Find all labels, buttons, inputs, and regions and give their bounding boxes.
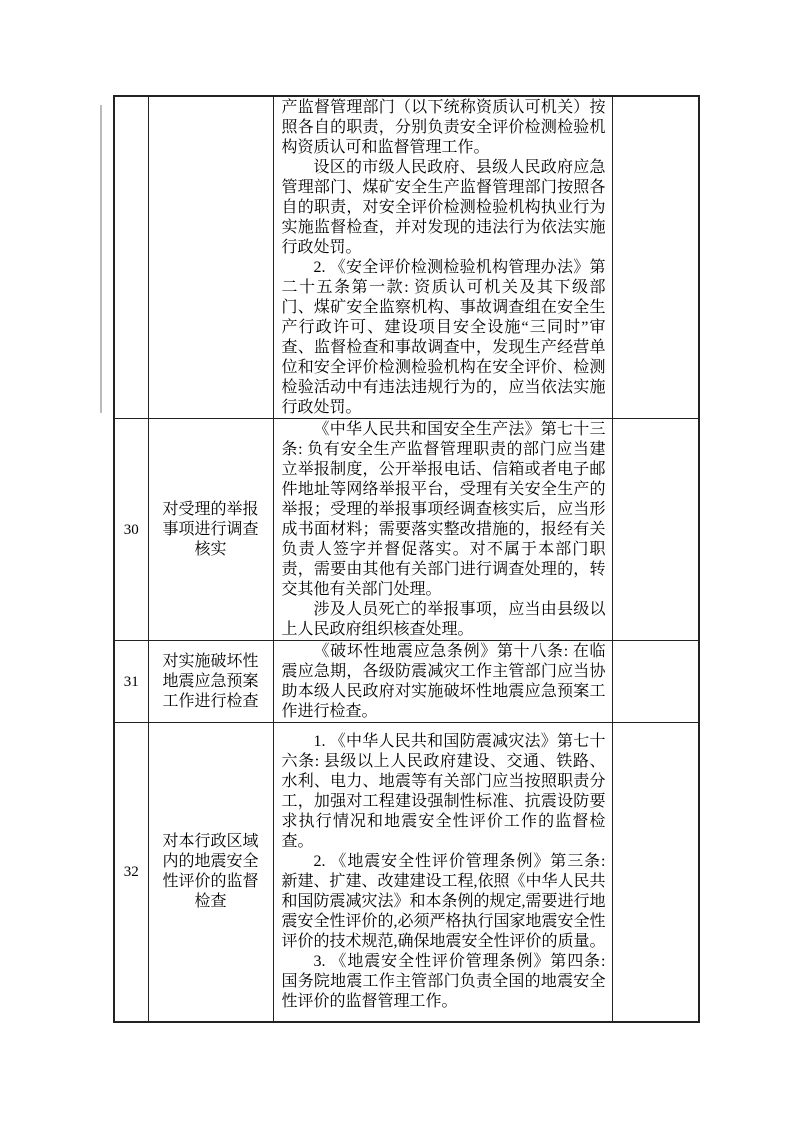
row-number-cell <box>114 96 148 419</box>
revision-marker-line <box>100 105 102 413</box>
legal-basis-paragraph: 产监督管理部门（以下统称资质认可机关）按照各自的职责，分别负责安全评价检测检验机构资质认可和监督管理工作。 <box>281 99 606 156</box>
duty-name-cell: 对实施破坏性地震应急预案工作进行检查 <box>148 641 273 723</box>
table-row-31 <box>114 641 699 723</box>
legal-basis-paragraph: 1. 《中华人民共和国防震减灾法》第七十六条: 县级以上人民政府建设、交通、铁路、水利、电力、地震等有关部门应当按照职责分工，加强对工程建设强制性标准、抗震设防要求执行情况和地震安全性评价工作的监督检查。 <box>281 733 606 851</box>
remarks-cell <box>612 641 699 723</box>
duty-name-cell: 对受理的举报事项进行调查核实 <box>148 419 273 641</box>
legal-basis-paragraph: 2. 《地震安全性评价管理条例》第三条: 新建、扩建、改建建设工程,依照《中华人民共和国防震减灾法》和本条例的规定,需要进行地震安全性评价的,必须严格执行国家地震安全性评价的技术规范,确保地震安全性评价的质量。 <box>281 853 606 951</box>
legal-basis-paragraph: 《中华人民共和国安全生产法》第七十三条: 负有安全生产监督管理职责的部门应当建立举报制度，公开举报电话、信箱或者电子邮件地址等网络举报平台，受理有关安全生产的举报；受理的举报事项经调查核实后，应当形成书面材料；需要落实整改措施的，报经有关负责人签字并督促落实。对不属于本部门职责，需要由其他有关部门进行调查处理的，转交其他有关部门处理。 <box>281 421 606 598</box>
legal-basis-cell <box>273 96 612 419</box>
legal-basis-cell <box>273 723 612 1022</box>
duty-name-cell: 对本行政区域内的地震安全性评价的监督检查 <box>148 723 273 1022</box>
row-number-cell: 32 <box>114 723 148 1022</box>
legal-basis-cell <box>273 419 612 641</box>
legal-basis-paragraph: 《破坏性地震应急条例》第十八条: 在临震应急期，各级防震减灾工作主管部门应当协助本级人民政府对实施破坏性地震应急预案工作进行检查。 <box>281 643 606 720</box>
table-row-continuation <box>114 96 699 419</box>
row-number-cell: 31 <box>114 641 148 723</box>
table-row-32 <box>114 723 699 1022</box>
legal-basis-paragraph: 2. 《安全评价检测检验机构管理办法》第二十五条第一款: 资质认可机关及其下级部门、煤矿安全监察机构、事故调查组在安全生产行政许可、建设项目安全设施“三同时”审查、监督检查和事故调查中，发现生产经营单位和安全评价检测检验机构在安全评价、检测检验活动中有违法违规行为的，应当依法实施行政处罚。 <box>281 259 606 416</box>
inspection-duties-table <box>113 95 700 1023</box>
table-row-30 <box>114 419 699 641</box>
remarks-cell <box>612 96 699 419</box>
duty-name-cell <box>148 96 273 419</box>
remarks-cell <box>612 723 699 1022</box>
legal-basis-cell <box>273 641 612 723</box>
remarks-cell <box>612 419 699 641</box>
legal-basis-paragraph: 3. 《地震安全性评价管理条例》第四条: 国务院地震工作主管部门负责全国的地震安全性评价的监督管理工作。 <box>281 953 606 1011</box>
row-number-cell: 30 <box>114 419 148 641</box>
legal-basis-paragraph: 设区的市级人民政府、县级人民政府应急管理部门、煤矿安全生产监督管理部门按照各自的职责，对安全评价检测检验机构执业行为实施监督检查，并对发现的违法行为依法实施行政处罚。 <box>281 159 606 256</box>
legal-basis-paragraph: 涉及人员死亡的举报事项，应当由县级以上人民政府组织核查处理。 <box>281 601 606 638</box>
